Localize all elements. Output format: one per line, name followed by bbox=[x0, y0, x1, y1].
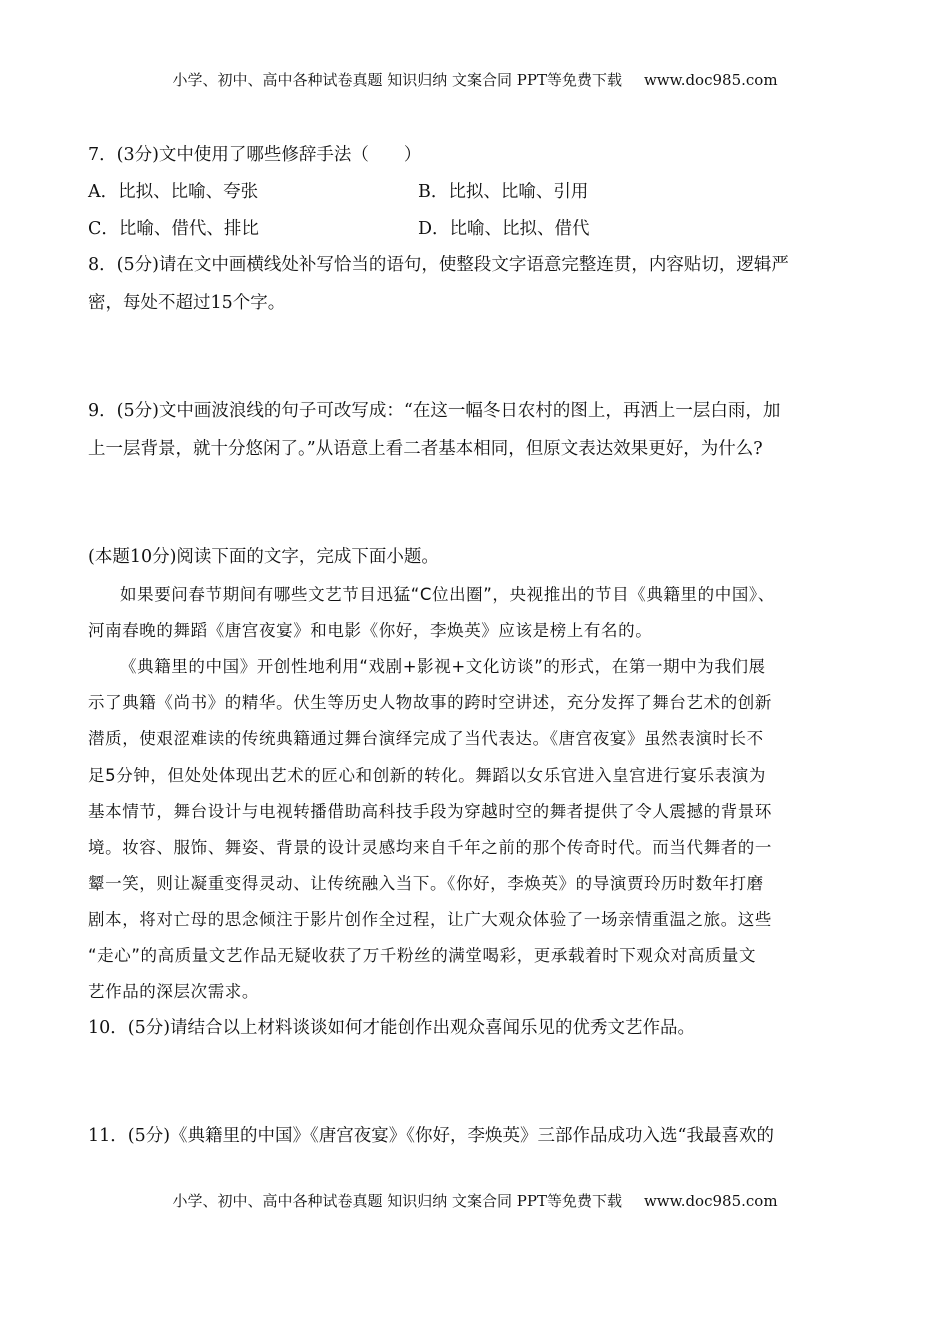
footer-url[interactable]: www.doc985.com bbox=[643, 1192, 778, 1210]
question-7-option-d: D．比喻、比拟、借代 bbox=[418, 219, 590, 239]
header-url[interactable]: www.doc985.com bbox=[643, 71, 778, 89]
question-9-line-1: 9．(5分)文中画波浪线的句子可改写成：“在这一幅冬日农村的图上，再洒上一层白雨，加 bbox=[88, 401, 781, 421]
question-7-option-a: A．比拟、比喻、夸张 bbox=[88, 182, 259, 202]
passage-line: 《典籍里的中国》开创性地利用“戏剧+影视+文化访谈”的形式，在第一期中为我们展 bbox=[120, 657, 766, 676]
question-11-stem: 11．(5分)《典籍里的中国》《唐宫夜宴》《你好，李焕英》三部作品成功入选“我最喜欢的 bbox=[88, 1126, 775, 1146]
question-10-stem: 10．(5分)请结合以上材料谈谈如何才能创作出观众喜闻乐见的优秀文艺作品。 bbox=[88, 1018, 696, 1038]
footer-text: 小学、初中、高中各种试卷真题 知识归纳 文案合同 PPT等免费下载 bbox=[172, 1192, 622, 1210]
question-7-option-c: C．比喻、借代、排比 bbox=[88, 219, 259, 239]
passage-line: 基本情节，舞台设计与电视转播借助高科技手段为穿越时空的舞者提供了令人震撼的背景环 bbox=[88, 802, 772, 821]
passage-line: 潜质，使艰涩难读的传统典籍通过舞台演绎完成了当代表达。《唐宫夜宴》虽然表演时长不 bbox=[88, 729, 764, 748]
passage-line: 足5分钟，但处处体现出艺术的匠心和创新的转化。舞蹈以女乐官进入皇宫进行宴乐表演为 bbox=[88, 766, 766, 785]
question-8-line-1: 8．(5分)请在文中画横线处补写恰当的语句，使整段文字语意完整连贯，内容贴切，逻辑严 bbox=[88, 255, 789, 275]
passage-line: 剧本，将对亡母的思念倾注于影片创作全过程，让广大观众体验了一场亲情重温之旅。这些 bbox=[88, 910, 772, 929]
question-7-option-b: B．比拟、比喻、引用 bbox=[418, 182, 589, 202]
question-7-stem: 7．(3分)文中使用了哪些修辞手法（ ） bbox=[88, 145, 422, 165]
passage-line: 艺作品的深层次需求。 bbox=[88, 982, 259, 1001]
question-8-line-2: 密，每处不超过15个字。 bbox=[88, 293, 286, 313]
header-text: 小学、初中、高中各种试卷真题 知识归纳 文案合同 PPT等免费下载 bbox=[172, 71, 622, 89]
page-header bbox=[0, 69, 950, 90]
passage-line: 河南春晚的舞蹈《唐宫夜宴》和电影《你好，李焕英》应该是榜上有名的。 bbox=[88, 621, 653, 640]
passage-line: “走心”的高质量文艺作品无疑收获了万千粉丝的满堂喝彩，更承载着时下观众对高质量文 bbox=[88, 946, 757, 965]
passage-line: 颦一笑，则让凝重变得灵动、让传统融入当下。《你好，李焕英》的导演贾玲历时数年打磨 bbox=[88, 874, 764, 893]
passage-line: 如果要问春节期间有哪些文艺节目迅猛“C位出圈”，央视推出的节目《典籍里的中国》、 bbox=[120, 585, 775, 604]
passage-line: 示了典籍《尚书》的精华。伏生等历史人物故事的跨时空讲述，充分发挥了舞台艺术的创新 bbox=[88, 693, 772, 712]
question-9-line-2: 上一层背景，就十分悠闲了。”从语意上看二者基本相同，但原文表达效果更好，为什么? bbox=[88, 439, 763, 459]
section-intro: (本题10分)阅读下面的文字，完成下面小题。 bbox=[88, 547, 439, 567]
passage-line: 境。妆容、服饰、舞姿、背景的设计灵感均来自千年之前的那个传奇时代。而当代舞者的一 bbox=[88, 838, 772, 857]
page-footer bbox=[0, 1190, 950, 1211]
